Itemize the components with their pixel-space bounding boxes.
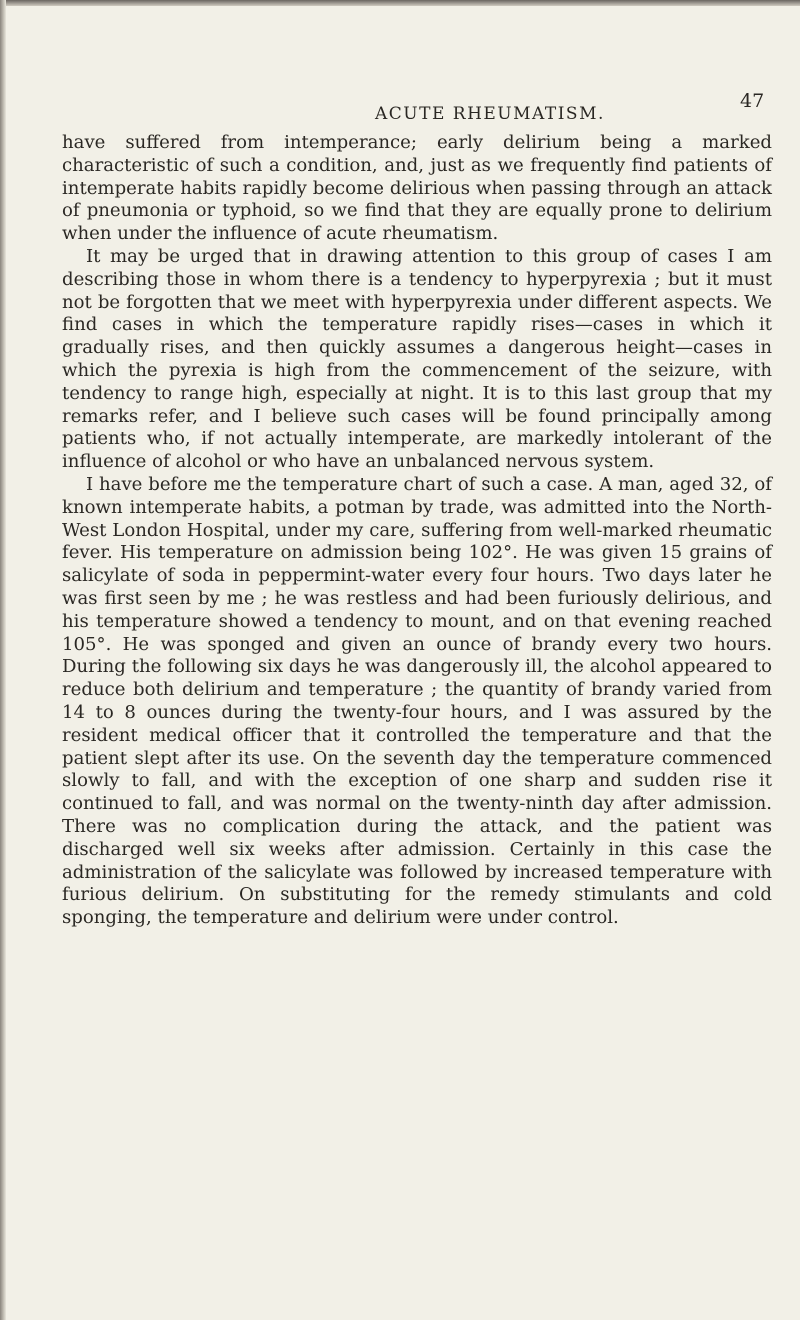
running-head xyxy=(0,90,800,130)
body-text xyxy=(62,132,772,930)
page-left-edge xyxy=(0,0,6,1320)
paragraph-1: have suffered from intemperance; early delirium being a marked characteristic of such a condition, and, just as we frequently find patients of intemperate habits rapidly become delirious when passing through an attack of pneumonia or typhoid, so we find that they are equally prone to delirium when under the influence of acute rheumatism. xyxy=(62,132,772,245)
paragraph-3: I have before me the temperature chart of such a case. A man, aged 32, of known intemperate habits, a potman by trade, was admitted into the North-West London Hospital, under my care, suffering from well-marked rheumatic fever. His temperature on admission being 102°. He was given 15 grains of salicylate of soda in peppermint-water every four hours. Two days later he was first seen by me ; he was restless and had been furiously delirious, and his temperature showed a tendency to mount, and on that evening reached 105°. He was sponged and given an ounce of brandy every two hours. During the following six days he was dangerously ill, the alcohol appeared to reduce both delirium and temperature ; the quantity of brandy varied from 14 to 8 ounces during the twenty-four hours, and I was assured by the resident medical officer that it controlled the temperature and that the patient slept after its use. On the seventh day the temperature commenced slowly to fall, and with the exception of one sharp and sudden rise it continued to fall, and was normal on the twenty-ninth day after admission. There was no complication during the attack, and the patient was discharged well six weeks after admission. Certainly in this case the administration of the salicylate was followed by increased temperature with furious delirium. On substituting for the remedy stimulants and cold sponging, the temperature and delirium were under control. xyxy=(62,473,772,929)
running-head-title: ACUTE RHEUMATISM. xyxy=(375,104,605,124)
paragraph-2: It may be urged that in drawing attention to this group of cases I am describing those in whom there is a tendency to hyperpyrexia ; but it must not be forgotten that we meet with hyperpyrexia under different aspects. We find cases in which the temperature rapidly rises—cases in which it gradually rises, and then quickly assumes a dangerous height—cases in which the pyrexia is high from the commencement of the seizure, with tendency to range high, especially at night. It is to this last group that my remarks refer, and I believe such cases will be found principally among patients who, if not actually intemperate, are markedly intolerant of the influence of alcohol or who have an unbalanced nervous system. xyxy=(62,245,772,473)
page-top-edge xyxy=(0,0,800,6)
page-number: 47 xyxy=(740,90,765,112)
